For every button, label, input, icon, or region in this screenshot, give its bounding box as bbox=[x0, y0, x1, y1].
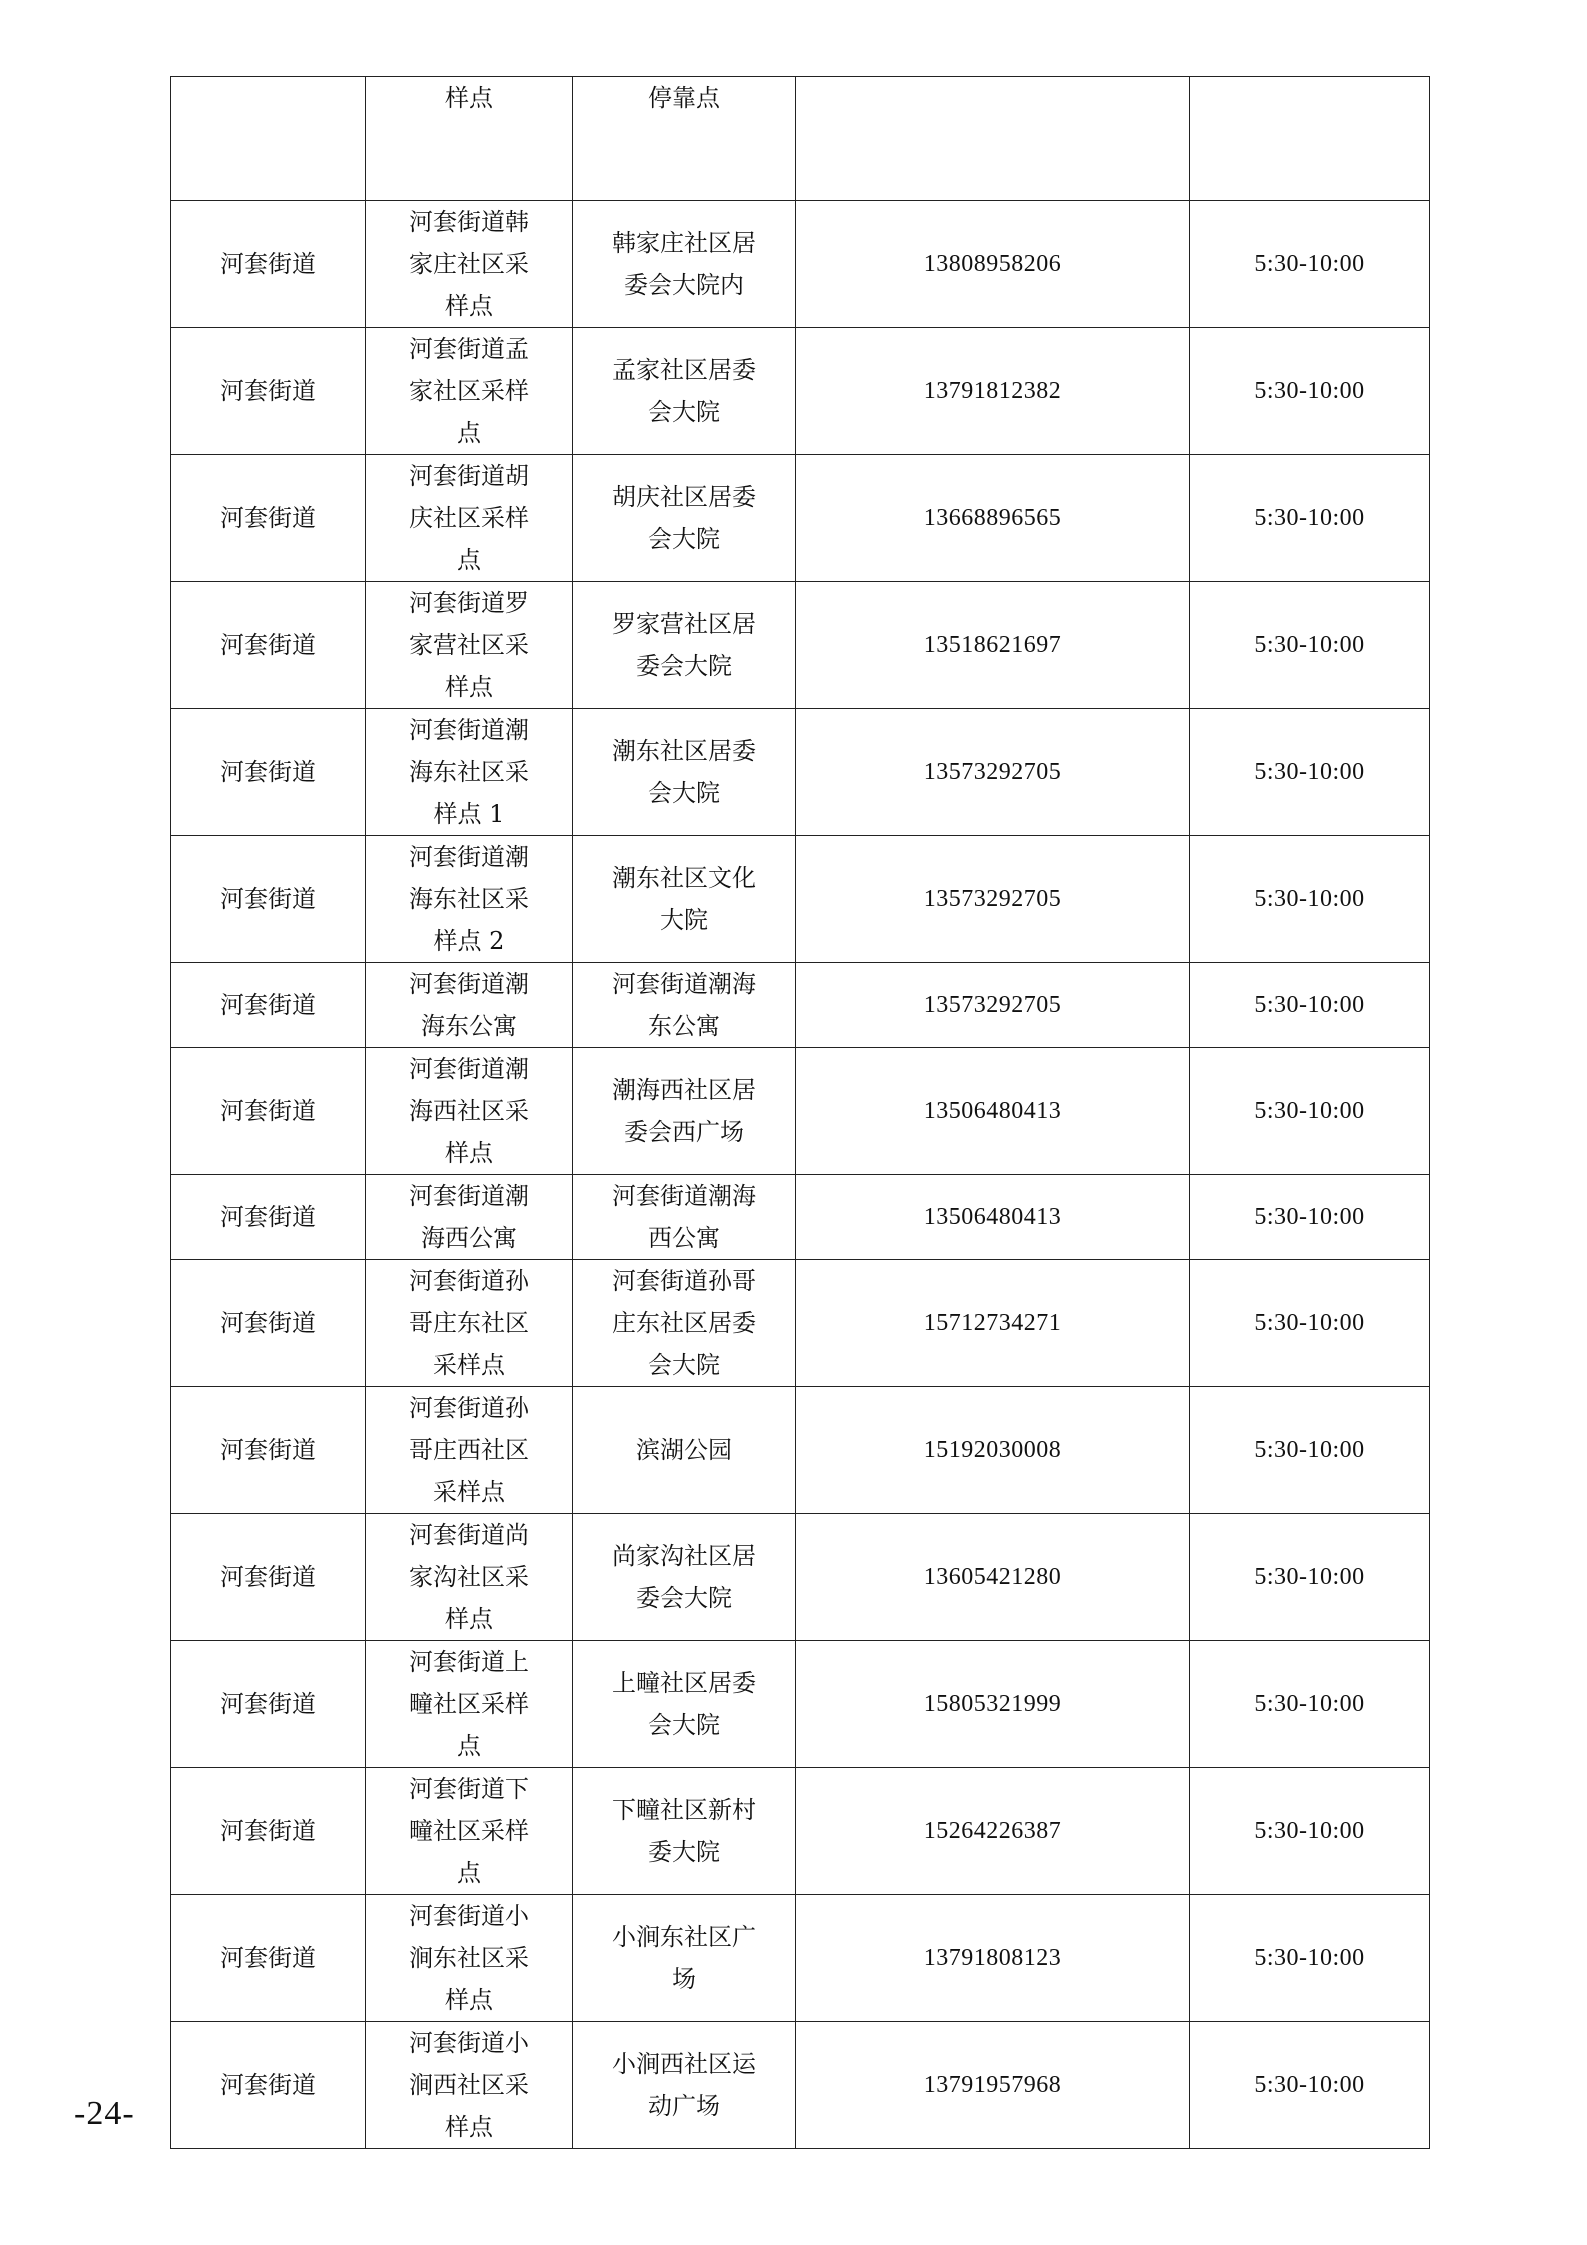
sampling-site-cell bbox=[366, 201, 573, 328]
sampling-site-table bbox=[170, 76, 1430, 2149]
sampling-site-cell bbox=[366, 709, 573, 836]
hours-cell: 5:30-10:00 bbox=[1190, 709, 1430, 836]
street-cell: 河套街道 bbox=[171, 1641, 366, 1768]
sampling-site-line: 涧东社区采 bbox=[409, 1944, 529, 1972]
sampling-site-line: 哥庄西社区 bbox=[409, 1436, 529, 1464]
table-row bbox=[171, 836, 1430, 963]
stop-location-line: 会大院 bbox=[648, 779, 720, 807]
sampling-site-line: 点 bbox=[457, 546, 481, 574]
stop-location-line: 下疃社区新村 bbox=[612, 1796, 756, 1824]
sampling-site-line: 采样点 bbox=[433, 1351, 505, 1379]
stop-location-cell bbox=[573, 1260, 796, 1387]
stop-location-line: 委会大院内 bbox=[624, 271, 744, 299]
stop-location-line: 上疃社区居委 bbox=[612, 1669, 756, 1697]
header-stop-text: 停靠点 bbox=[648, 84, 720, 112]
phone-cell: 15712734271 bbox=[796, 1260, 1190, 1387]
stop-location-cell bbox=[573, 1048, 796, 1175]
hours-cell: 5:30-10:00 bbox=[1190, 582, 1430, 709]
hours-cell: 5:30-10:00 bbox=[1190, 1895, 1430, 2022]
stop-location-cell bbox=[573, 836, 796, 963]
stop-location-cell bbox=[573, 963, 796, 1048]
sampling-site-line: 河套街道罗 bbox=[409, 589, 529, 617]
sampling-site-line: 海西公寓 bbox=[421, 1224, 517, 1252]
hours-cell: 5:30-10:00 bbox=[1190, 455, 1430, 582]
sampling-site-line: 家沟社区采 bbox=[409, 1563, 529, 1591]
stop-location-line: 会大院 bbox=[648, 525, 720, 553]
table-row bbox=[171, 1641, 1430, 1768]
sampling-site-line: 河套街道尚 bbox=[409, 1521, 529, 1549]
table-body bbox=[171, 77, 1430, 2149]
sampling-site-line: 点 bbox=[457, 1732, 481, 1760]
table-row bbox=[171, 1514, 1430, 1641]
page-number: -24- bbox=[74, 2095, 135, 2132]
hours-cell: 5:30-10:00 bbox=[1190, 1768, 1430, 1895]
table-row bbox=[171, 2022, 1430, 2149]
header-site-cell bbox=[366, 77, 573, 201]
stop-location-cell bbox=[573, 1514, 796, 1641]
sampling-site-line: 样点 2 bbox=[433, 927, 505, 955]
sampling-site-line: 点 bbox=[457, 1859, 481, 1887]
phone-cell: 13808958206 bbox=[796, 201, 1190, 328]
sampling-site-line: 河套街道孙 bbox=[409, 1394, 529, 1422]
sampling-site-cell bbox=[366, 1175, 573, 1260]
table-row bbox=[171, 1175, 1430, 1260]
sampling-site-line: 河套街道孟 bbox=[409, 335, 529, 363]
phone-cell: 13668896565 bbox=[796, 455, 1190, 582]
sampling-site-line: 河套街道潮 bbox=[409, 716, 529, 744]
street-cell: 河套街道 bbox=[171, 582, 366, 709]
stop-location-line: 滨湖公园 bbox=[636, 1436, 732, 1464]
hours-cell: 5:30-10:00 bbox=[1190, 201, 1430, 328]
stop-location-line: 西公寓 bbox=[648, 1224, 720, 1252]
street-cell: 河套街道 bbox=[171, 1514, 366, 1641]
sampling-site-line: 哥庄东社区 bbox=[409, 1309, 529, 1337]
phone-cell: 13573292705 bbox=[796, 709, 1190, 836]
phone-cell: 13791957968 bbox=[796, 2022, 1190, 2149]
phone-cell: 13573292705 bbox=[796, 963, 1190, 1048]
phone-cell: 13506480413 bbox=[796, 1175, 1190, 1260]
sampling-site-cell bbox=[366, 836, 573, 963]
stop-location-line: 尚家沟社区居 bbox=[612, 1542, 756, 1570]
sampling-site-cell bbox=[366, 2022, 573, 2149]
hours-cell: 5:30-10:00 bbox=[1190, 1514, 1430, 1641]
sampling-site-line: 庆社区采样 bbox=[409, 504, 529, 532]
hours-cell: 5:30-10:00 bbox=[1190, 1175, 1430, 1260]
sampling-site-line: 采样点 bbox=[433, 1478, 505, 1506]
stop-location-cell bbox=[573, 2022, 796, 2149]
sampling-site-cell bbox=[366, 1768, 573, 1895]
sampling-site-line: 河套街道孙 bbox=[409, 1267, 529, 1295]
sampling-site-cell bbox=[366, 1048, 573, 1175]
sampling-site-line: 河套街道潮 bbox=[409, 1055, 529, 1083]
street-cell: 河套街道 bbox=[171, 1387, 366, 1514]
stop-location-cell bbox=[573, 582, 796, 709]
street-cell: 河套街道 bbox=[171, 963, 366, 1048]
sampling-site-line: 样点 bbox=[445, 292, 493, 320]
table-row bbox=[171, 1895, 1430, 2022]
stop-location-cell bbox=[573, 201, 796, 328]
table-row bbox=[171, 1260, 1430, 1387]
stop-location-cell bbox=[573, 1387, 796, 1514]
table-row bbox=[171, 1768, 1430, 1895]
header-site-text: 样点 bbox=[445, 84, 493, 112]
header-street-cell bbox=[171, 77, 366, 201]
continued-header-row bbox=[171, 77, 1430, 201]
stop-location-line: 罗家营社区居 bbox=[612, 610, 756, 638]
stop-location-line: 动广场 bbox=[648, 2092, 720, 2120]
stop-location-line: 韩家庄社区居 bbox=[612, 229, 756, 257]
sampling-site-line: 疃社区采样 bbox=[409, 1817, 529, 1845]
hours-cell: 5:30-10:00 bbox=[1190, 328, 1430, 455]
table-row bbox=[171, 201, 1430, 328]
street-cell: 河套街道 bbox=[171, 1260, 366, 1387]
sampling-site-line: 河套街道韩 bbox=[409, 208, 529, 236]
stop-location-line: 胡庆社区居委 bbox=[612, 483, 756, 511]
phone-cell: 13506480413 bbox=[796, 1048, 1190, 1175]
stop-location-line: 东公寓 bbox=[648, 1012, 720, 1040]
stop-location-line: 场 bbox=[672, 1965, 696, 1993]
sampling-site-line: 河套街道小 bbox=[409, 2029, 529, 2057]
phone-cell: 15805321999 bbox=[796, 1641, 1190, 1768]
table-row bbox=[171, 328, 1430, 455]
sampling-site-line: 疃社区采样 bbox=[409, 1690, 529, 1718]
stop-location-line: 河套街道潮海 bbox=[612, 1182, 756, 1210]
phone-cell: 15192030008 bbox=[796, 1387, 1190, 1514]
stop-location-cell bbox=[573, 709, 796, 836]
table-row bbox=[171, 709, 1430, 836]
stop-location-cell bbox=[573, 1641, 796, 1768]
hours-cell: 5:30-10:00 bbox=[1190, 2022, 1430, 2149]
hours-cell: 5:30-10:00 bbox=[1190, 963, 1430, 1048]
street-cell: 河套街道 bbox=[171, 1048, 366, 1175]
sampling-site-line: 涧西社区采 bbox=[409, 2071, 529, 2099]
stop-location-cell bbox=[573, 1175, 796, 1260]
sampling-site-cell bbox=[366, 455, 573, 582]
sampling-site-line: 家社区采样 bbox=[409, 377, 529, 405]
street-cell: 河套街道 bbox=[171, 201, 366, 328]
sampling-site-line: 样点 bbox=[445, 1605, 493, 1633]
stop-location-line: 庄东社区居委 bbox=[612, 1309, 756, 1337]
sampling-site-line: 海东社区采 bbox=[409, 758, 529, 786]
phone-cell: 13791808123 bbox=[796, 1895, 1190, 2022]
table-row bbox=[171, 963, 1430, 1048]
stop-location-line: 会大院 bbox=[648, 1711, 720, 1739]
stop-location-line: 潮东社区文化 bbox=[612, 864, 756, 892]
sampling-site-line: 海西社区采 bbox=[409, 1097, 529, 1125]
stop-location-cell bbox=[573, 1768, 796, 1895]
sampling-site-line: 河套街道上 bbox=[409, 1648, 529, 1676]
phone-cell: 13518621697 bbox=[796, 582, 1190, 709]
table-row bbox=[171, 582, 1430, 709]
stop-location-line: 委会西广场 bbox=[624, 1118, 744, 1146]
stop-location-line: 小涧东社区广 bbox=[612, 1923, 756, 1951]
sampling-site-line: 样点 bbox=[445, 1986, 493, 2014]
sampling-site-line: 样点 bbox=[445, 673, 493, 701]
stop-location-line: 潮东社区居委 bbox=[612, 737, 756, 765]
stop-location-cell bbox=[573, 1895, 796, 2022]
phone-cell: 13605421280 bbox=[796, 1514, 1190, 1641]
stop-location-line: 委会大院 bbox=[636, 1584, 732, 1612]
sampling-site-cell bbox=[366, 963, 573, 1048]
street-cell: 河套街道 bbox=[171, 1895, 366, 2022]
stop-location-cell bbox=[573, 328, 796, 455]
street-cell: 河套街道 bbox=[171, 455, 366, 582]
sampling-site-cell bbox=[366, 1895, 573, 2022]
stop-location-line: 大院 bbox=[660, 906, 708, 934]
sampling-site-line: 样点 bbox=[445, 1139, 493, 1167]
stop-location-line: 孟家社区居委 bbox=[612, 356, 756, 384]
header-time-cell bbox=[1190, 77, 1430, 201]
sampling-site-line: 样点 bbox=[445, 2113, 493, 2141]
header-stop-cell bbox=[573, 77, 796, 201]
phone-cell: 13573292705 bbox=[796, 836, 1190, 963]
stop-location-line: 潮海西社区居 bbox=[612, 1076, 756, 1104]
street-cell: 河套街道 bbox=[171, 836, 366, 963]
street-cell: 河套街道 bbox=[171, 328, 366, 455]
sampling-site-cell bbox=[366, 1260, 573, 1387]
sampling-site-cell bbox=[366, 1641, 573, 1768]
phone-cell: 15264226387 bbox=[796, 1768, 1190, 1895]
table-row bbox=[171, 455, 1430, 582]
street-cell: 河套街道 bbox=[171, 1175, 366, 1260]
sampling-site-line: 河套街道潮 bbox=[409, 1182, 529, 1210]
sampling-site-line: 河套街道小 bbox=[409, 1902, 529, 1930]
phone-cell: 13791812382 bbox=[796, 328, 1190, 455]
sampling-site-line: 河套街道潮 bbox=[409, 970, 529, 998]
hours-cell: 5:30-10:00 bbox=[1190, 836, 1430, 963]
street-cell: 河套街道 bbox=[171, 709, 366, 836]
header-phone-cell bbox=[796, 77, 1190, 201]
sampling-site-line: 点 bbox=[457, 419, 481, 447]
sampling-site-line: 河套街道胡 bbox=[409, 462, 529, 490]
sampling-site-line: 海东社区采 bbox=[409, 885, 529, 913]
stop-location-line: 小涧西社区运 bbox=[612, 2050, 756, 2078]
table-row bbox=[171, 1048, 1430, 1175]
stop-location-line: 委会大院 bbox=[636, 652, 732, 680]
sampling-site-line: 样点 1 bbox=[433, 800, 505, 828]
sampling-site-line: 河套街道潮 bbox=[409, 843, 529, 871]
hours-cell: 5:30-10:00 bbox=[1190, 1387, 1430, 1514]
stop-location-line: 河套街道潮海 bbox=[612, 970, 756, 998]
stop-location-line: 委大院 bbox=[648, 1838, 720, 1866]
sampling-site-line: 家营社区采 bbox=[409, 631, 529, 659]
sampling-site-line: 家庄社区采 bbox=[409, 250, 529, 278]
sampling-site-cell bbox=[366, 1387, 573, 1514]
stop-location-line: 会大院 bbox=[648, 398, 720, 426]
table-row bbox=[171, 1387, 1430, 1514]
hours-cell: 5:30-10:00 bbox=[1190, 1048, 1430, 1175]
sampling-site-cell bbox=[366, 1514, 573, 1641]
sampling-site-cell bbox=[366, 328, 573, 455]
hours-cell: 5:30-10:00 bbox=[1190, 1641, 1430, 1768]
stop-location-cell bbox=[573, 455, 796, 582]
street-cell: 河套街道 bbox=[171, 1768, 366, 1895]
street-cell: 河套街道 bbox=[171, 2022, 366, 2149]
stop-location-line: 会大院 bbox=[648, 1351, 720, 1379]
hours-cell: 5:30-10:00 bbox=[1190, 1260, 1430, 1387]
sampling-site-line: 海东公寓 bbox=[421, 1012, 517, 1040]
stop-location-line: 河套街道孙哥 bbox=[612, 1267, 756, 1295]
sampling-site-cell bbox=[366, 582, 573, 709]
sampling-site-line: 河套街道下 bbox=[409, 1775, 529, 1803]
